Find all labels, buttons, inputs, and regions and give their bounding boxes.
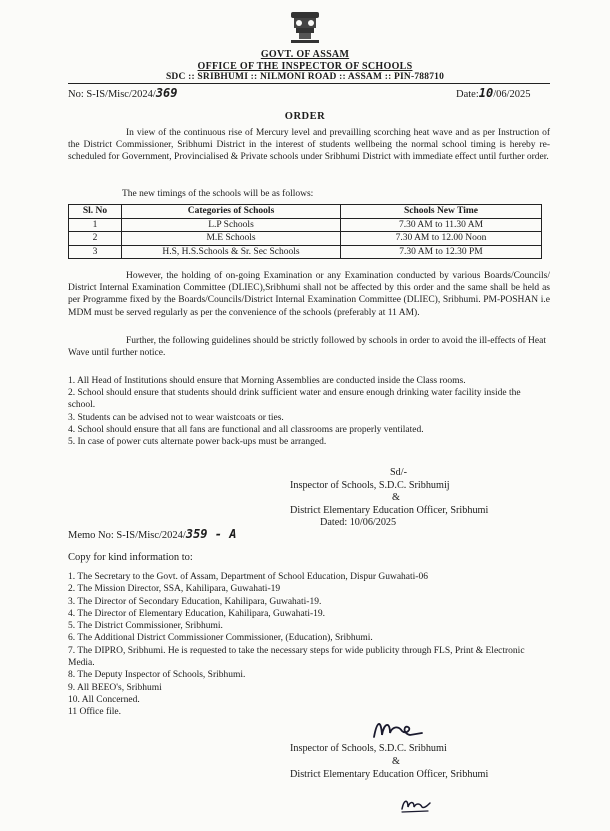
signature-block-memo (290, 743, 550, 781)
distribution-list (68, 571, 550, 719)
signature-title-inspector: Inspector of Schools, S.D.C. Sribhumi (290, 743, 447, 754)
table-cell: 2 (69, 232, 122, 246)
table-header-cell: Schools New Time (341, 205, 542, 219)
distribution-item: 5. The District Commissioner, Sribhumi. (68, 621, 223, 632)
distribution-item: 1. The Secretary to the Govt. of Assam, Department of School Education, Dispur Guwahati-06 (68, 572, 428, 582)
table-cell: 1 (69, 218, 122, 232)
reference-handwritten-number: 369 (155, 86, 178, 100)
distribution-item: 8. The Deputy Inspector of Schools, Sribhumi. (68, 670, 246, 681)
order-title: ORDER (284, 111, 326, 122)
order-paragraph-guidelines-intro: Further, the following guidelines should be strictly followed by schools in order to avoid the ill-effects of Heat Wave until further notice. (68, 336, 546, 359)
table-intro: The new timings of the schools will be as follows: (122, 189, 314, 199)
table-cell: H.S, H.S.Schools & Sr. Sec Schools (122, 245, 341, 259)
handwritten-initials-icon (398, 793, 434, 815)
memo-number (68, 527, 236, 543)
order-paragraph-intro: In view of the continuous rise of Mercury level and prevailling scorching heat wave and as per Instruction of the District Commissioner, Sribhumi District in the interest of students wellbeing the normal school timing is hereby re-scheduled for Government, Provincialised & Private schools under Sribhumi District with immediate effect until further order. (68, 128, 550, 163)
signature-title-deeo: District Elementary Education Officer, Sribhumi (290, 504, 489, 516)
signature-title-inspector: Inspector of Schools, S.D.C. Sribhumij (290, 479, 450, 491)
guideline-item: 2. School should ensure that students should drink sufficient water and ensure enough drinking water facility inside the school. (68, 388, 521, 411)
header-govt: GOVT. OF ASSAM (260, 49, 350, 60)
distribution-item: 6. The Additional District Commissioner Commissioner, (Education), Sribhumi. (68, 633, 373, 644)
distribution-item: 9. All BEEO's, Sribhumi (68, 682, 162, 693)
signature-ampersand: & (392, 755, 400, 767)
signature-title-deeo: District Elementary Education Officer, Sribhumi (290, 768, 489, 780)
table-header-row (69, 205, 542, 219)
table-row (69, 245, 542, 259)
order-paragraph-examinations: However, the holding of on-going Examination or any Examination conducted by various Boards/Councils/ District Internal Examination Committee (DLIEC),Sribhumi shall not be affected by this order and the same shall be held as per Programme fixed by the Boards/Councils/District Internal Examination Committee (DLIEC), Sribhumi. PM-POSHAN i.e MDM must be served regularly as per the convenience of the schools (preferably at 11 AM). (68, 271, 550, 318)
memo-prefix: Memo No: S-IS/Misc/2024/ (68, 530, 186, 541)
guideline-item: 4. School should ensure that all fans are functional and all classrooms are properly ventilated. (68, 424, 424, 435)
reference-number (68, 86, 178, 102)
date-rest: /06/2025 (493, 89, 531, 100)
table-cell: 7.30 AM to 11.30 AM (341, 218, 542, 232)
signature-dated: Dated: 10/06/2025 (320, 517, 397, 529)
distribution-item: 3. The Director of Secondary Education, Kahilipara, Guwahati-19. (68, 596, 322, 607)
table-cell: 7.30 AM to 12.30 PM (341, 245, 542, 259)
header-address: SDC :: SRIBHUMI :: NILMONI ROAD :: ASSAM :: PIN-788710 (165, 72, 445, 82)
handwritten-signature-icon (368, 715, 428, 743)
copy-label: Copy for kind information to: (68, 552, 193, 563)
header-office: OFFICE OF THE INSPECTOR OF SCHOOLS (197, 61, 413, 72)
guidelines-list (68, 375, 550, 448)
header-divider (68, 83, 550, 84)
signature-block-order (290, 467, 550, 530)
table-row (69, 218, 542, 232)
table-cell: L.P Schools (122, 218, 341, 232)
table-header-cell: Sl. No (69, 205, 122, 219)
guideline-item: 3. Students can be advised not to wear waistcoats or ties. (68, 412, 284, 423)
distribution-item: 4. The Director of Elementary Education, Kahilipara, Guwahati-19. (68, 608, 326, 619)
table-cell: M.E Schools (122, 232, 341, 246)
distribution-item: 11 Office file. (68, 707, 122, 718)
distribution-item: 10. All Concerned. (68, 694, 140, 705)
order-date (456, 86, 531, 102)
date-prefix: Date: (456, 89, 479, 100)
reference-prefix: No: S-IS/Misc/2024/ (68, 89, 156, 100)
signature-ampersand: & (392, 492, 400, 504)
table-cell: 7.30 AM to 12.00 Noon (341, 232, 542, 246)
guideline-item: 5. In case of power cuts alternate power back-ups must be arranged. (68, 437, 327, 448)
distribution-item: 7. The DIPRO, Sribhumi. He is requested to take the necessary steps for wide publicity through FLS, Print & Electronic Media. (68, 645, 525, 669)
state-emblem-icon (285, 10, 325, 46)
signature-sd: Sd/- (390, 467, 407, 478)
table-row (69, 232, 542, 246)
schedule-table (68, 204, 542, 259)
date-handwritten-day: 10 (478, 86, 494, 100)
distribution-item: 2. The Mission Director, SSA, Kahilipara, Guwahati-19 (68, 584, 281, 595)
memo-handwritten-number: 359 - A (185, 527, 237, 541)
guideline-item: 1. All Head of Institutions should ensure that Morning Assemblies are conducted inside the Class rooms. (68, 376, 466, 386)
table-header-cell: Categories of Schools (122, 205, 341, 219)
table-cell: 3 (69, 245, 122, 259)
